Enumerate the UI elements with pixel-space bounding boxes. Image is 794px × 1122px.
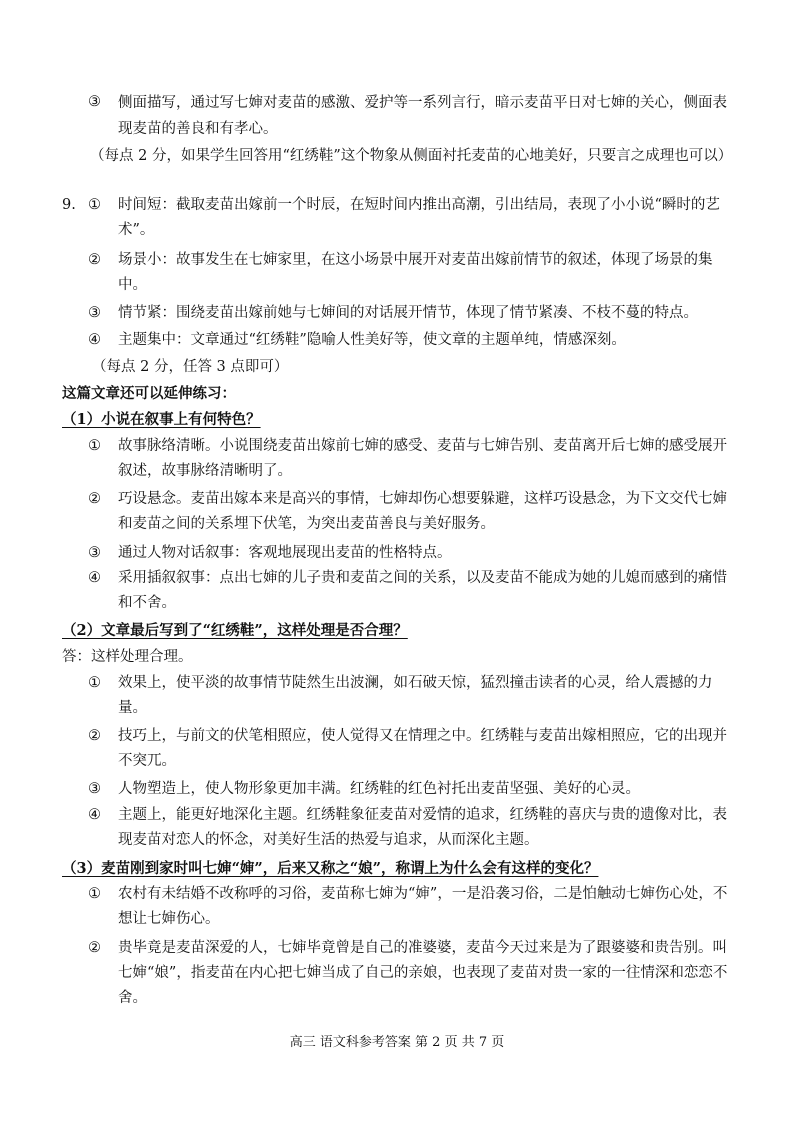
item-text: 技巧上，与前文的伏笔相照应，使人觉得又在情理之中。红绣鞋与麦苗出嫁相照应，它的出现并不突兀。 (118, 728, 727, 769)
item-marker: ① (88, 197, 101, 213)
page-footer: 高三 语文科参考答案 第 2 页 共 7 页 (289, 1035, 505, 1050)
item-text: 情节紧：围绕麦苗出嫁前她与七婶间的对话展开情节，体现了情节紧凑、不枝不蔓的特点。 (118, 305, 698, 321)
item-text: 主题上，能更好地深化主题。红绣鞋象征麦苗对爱情的追求，红绣鞋的喜庆与贵的遗像对比，表现麦苗对恋人的怀念，对美好生活的热爱与追求，从而深化主题。 (118, 807, 727, 848)
extension-q2-answer: 答：这样处理合理。 (62, 649, 193, 665)
question-9 (62, 193, 736, 363)
item-marker: ② (88, 728, 101, 744)
item-marker: ② (88, 491, 101, 507)
q8-scoring-note: （每点 2 分，如果学生回答用“红绣鞋”这个物象从侧面衬托麦苗的心地美好，只要言之成理也可以） (90, 148, 733, 164)
item-marker: ④ (88, 332, 101, 348)
item-text: 巧设悬念。麦苗出嫁本来是高兴的事情，七婶却伤心想要躲避，这样巧设悬念，为下文交代七婶和麦苗之间的关系埋下伏笔，为突出麦苗善良与美好服务。 (118, 491, 727, 532)
item-text: 场景小：故事发生在七婶家里，在这小场景中展开对麦苗出嫁前情节的叙述，体现了场景的集中。 (118, 252, 713, 293)
item-text: 采用插叙叙事：点出七婶的儿子贵和麦苗之间的关系，以及麦苗不能成为她的儿媳而感到的痛惜和不舍。 (118, 570, 727, 611)
extension-heading: 这篇文章还可以延伸练习： (62, 385, 236, 402)
item-marker: ① (88, 886, 101, 902)
item-text: 主题集中：文章通过“红绣鞋”隐喻人性美好等，使文章的主题单纯，情感深刻。 (118, 332, 626, 348)
item-marker: ③ (88, 781, 101, 797)
item-text: 人物塑造上，使人物形象更加丰满。红绣鞋的红色衬托出麦苗坚强、美好的心灵。 (118, 781, 640, 797)
item-marker: ② (88, 252, 101, 268)
item-marker: ④ (88, 570, 101, 586)
question-number: 9. (62, 197, 76, 213)
extension-q2-title: （2）文章最后写到了“红绣鞋”，这样处理是否合理？ (62, 622, 408, 639)
item-marker: ③ (88, 545, 101, 561)
extension-q3-title: （3）麦苗刚到家时叫七婶“婶”，后来又称之“娘”，称谓上为什么会有这样的变化？ (62, 860, 599, 877)
item-marker: ④ (88, 807, 101, 823)
item-text: 效果上，使平淡的故事情节陡然生出波澜，如石破天惊，猛烈撞击读者的心灵，给人震撼的力量。 (118, 675, 713, 716)
item-marker: ③ (88, 305, 101, 321)
item-marker: ① (88, 438, 101, 454)
item-text: 时间短：截取麦苗出嫁前一个时辰，在短时间内推出高潮，引出结局，表现了小小说“瞬时的艺术”。 (118, 197, 720, 238)
item-marker: ③ (88, 94, 101, 110)
extension-q1-title: （1）小说在叙事上有何特色？ (62, 411, 261, 428)
item-marker: ② (88, 940, 101, 956)
item-text: 侧面描写，通过写七婶对麦苗的感激、爱护等一系列言行，暗示麦苗平日对七婶的关心，侧面表现麦苗的善良和有孝心。 (118, 95, 727, 137)
q9-scoring-note: （每点 2 分，任答 3 点即可） (92, 359, 289, 375)
item-text: 农村有未结婚不改称呼的习俗，麦苗称七婶为“婶”，一是沿袭习俗，二是怕触动七婶伤心处，不想让七婶伤心。 (118, 886, 728, 927)
item-text: 贵毕竟是麦苗深爱的人，七婶毕竟曾是自己的准婆婆，麦苗今天过来是为了跟婆婆和贵告别。叫七婶“娘”，指麦苗在内心把七婶当成了自己的亲娘，也表现了麦苗对贵一家的一往情深和恋恋不舍。 (118, 940, 728, 1006)
item-marker: ① (88, 675, 101, 691)
item-text: 故事脉络清晰。小说围绕麦苗出嫁前七婶的感受、麦苗与七婶告别、麦苗离开后七婶的感受展开叙述，故事脉络清晰明了。 (118, 438, 727, 479)
item-text: 通过人物对话叙事：客观地展现出麦苗的性格特点。 (118, 545, 452, 561)
